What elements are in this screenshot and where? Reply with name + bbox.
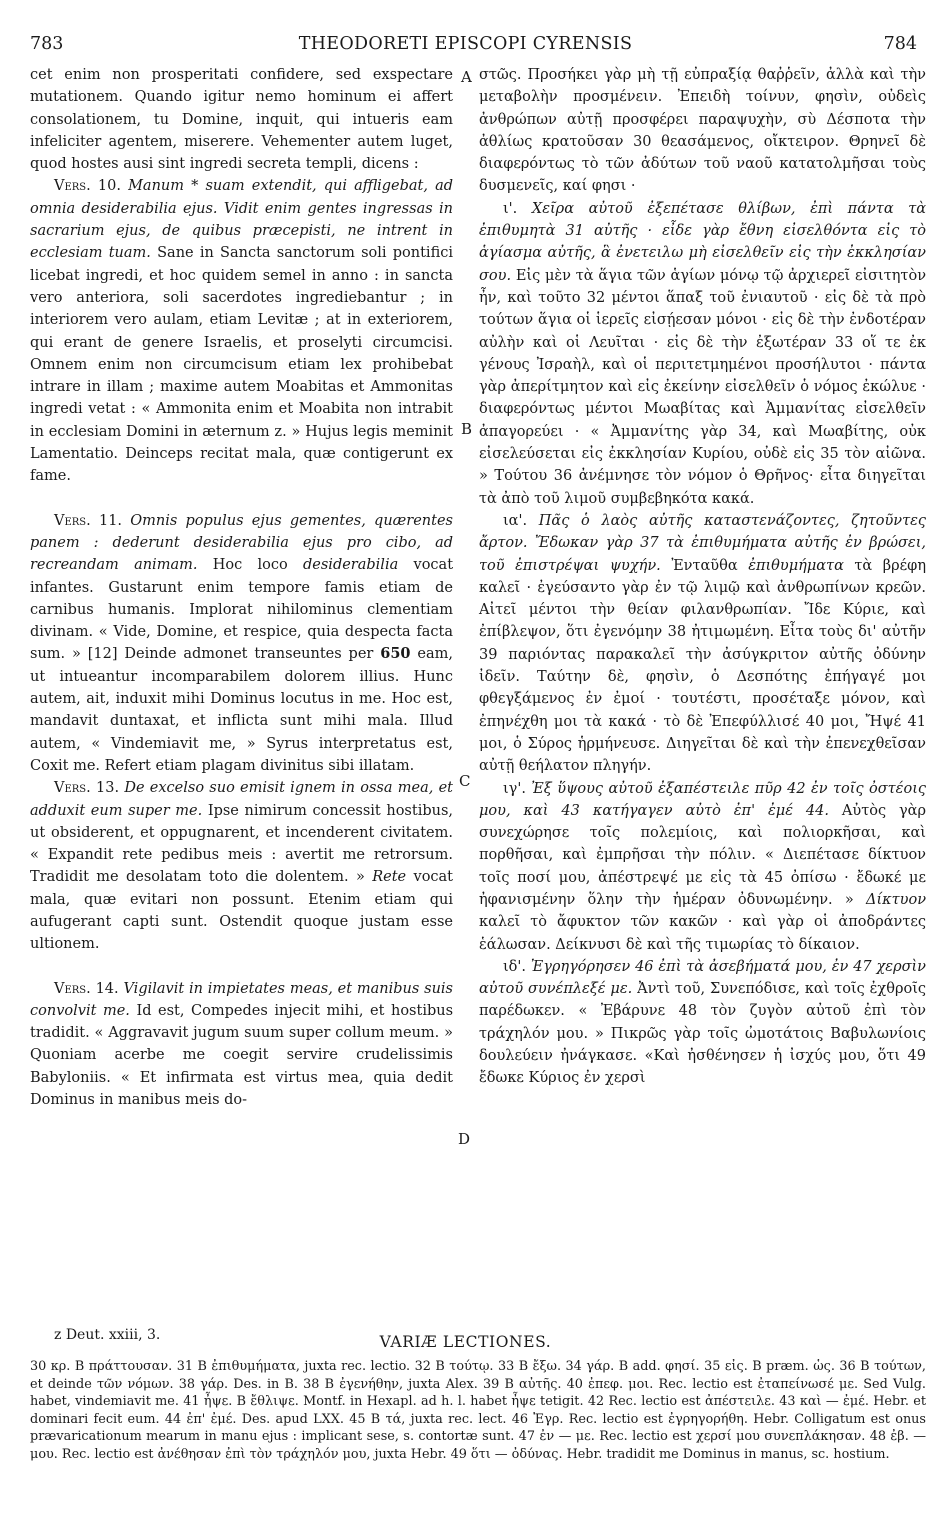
commentary-text: Ipse nimirum concessit hostibus, ut obsiderent, et oppugnarent, et incenderent civitatem. « Expandit rete pedibus meis : avertit me retrorsum. Tradidit me desolatam toto die dolentem. »: [30, 802, 454, 886]
greek-verse-11: [479, 510, 926, 778]
commentary-text: Sane in Sancta sanctorum soli pontifici licebat ingredi, et hoc quidem semel in anno : in sancta vero anteriora, soli sacerdotes ingrediebantur ; in interiorem vero aulam, etiam Levitæ ; at in exteriorem, qui erant de genere Israelis, et proselyti circumcisi. Omnem enim non circumcisum etiam lex prohibebat intrare in illam ; maxime autem Moabitas et Ammonitas ingredi vetat : « Ammonita enim et Moabita non intrabit in ecclesiam Domini in æternum z. » Hujus legis meminit Lamentatio. Deinceps recitat mala, quæ contigerunt ex fame.: [30, 245, 454, 485]
commentary-text: vocat infantes. Gustarunt enim tempore famis etiam de carnibus humanis. Implorat nihilominus clementiam divinam. « Vide, Domine, et respice, quia despecta facta sum. » [12] Deinde admonet transeuntes per: [30, 557, 454, 663]
emphasis-word: Rete: [372, 869, 407, 886]
verse-text: Πᾶς ὁ λαὸς αὐτῆς καταστενάζοντες, ζητοῦντες ἄρτον. Ἔδωκαν γὰρ 37 τὰ ἐπιθυμήματα αὐτῆς ἐν βρώσει, τοῦ ἐπιστρέψαι ψυχήν.: [479, 512, 927, 574]
latin-verse-11: [30, 510, 453, 778]
variae-lectiones-text: 30 κρ. B πράττουσαν. 31 B ἐπιθυμήματα, juxta rec. lectio. 32 B τούτῳ. 33 B ἔξω. 34 γάρ. B add. φησί. 35 εἰς. B præm. ὡς. 36 B τούτων, et deinde τῶν νόμων. 38 γάρ. Des. in B. 38 B ἐγενήθην, juxta Alex. 39 B αὐτῆς. 40 ἐπεφ. μοι. Rec. lectio est ἐταπείνωσέ με. Sed Vulg. habet, vindemiavit me. 41 ἦψε. B ἔθλιψε. Montf. in Hexapl. ad h. l. habet ἦψε tetigit. 42 Rec. lectio est ἀπέστειλε. 43 καὶ — ἐμέ. Hebr. et dominari fecit eum. 44 ἐπ' ἐμέ. Des. apud LXX. 45 B τά, juxta rec. lect. 46 Ἐγρ. Rec. lectio est ἐγρηγορήθη. Hebr. Colligatum est onus prævaricationum mearum in manu ejus : implicant sese, s. contortæ sunt. 47 ἐν — με. Rec. lectio est χερσί μου συνεπλάκησαν. 48 ἐβ. — μου. Rec. lectio est ἀνέθησαν ἐπὶ τὸν τράχηλόν μου, juxta Hebr. 49 ὅτι — ὀδύνας. Hebr. tradidit me Dominus in manus, sc. hostium.: [30, 1359, 926, 1462]
right-page-number: 784: [883, 34, 917, 54]
margin-letter-c: C: [459, 772, 471, 790]
commentary-text: Ἐνταῦθα: [671, 557, 738, 574]
verse-label: Vers. 14.: [54, 980, 119, 997]
margin-letter-d: D: [458, 1130, 471, 1148]
latin-paragraph-intro: cet enim non prosperitati confidere, sed exspectare mutationem. Quando igitur nemo hominum ei affert consolationem, tu Domine, inquit, qui intueris eam infeliciter agentem, miserere. Vehementer autem luget, quod hostes ausi sint ingredi secreta templi, dicens :: [30, 67, 453, 173]
commentary-text: καλεῖ τὸ ἄφυκτον τῶν κακῶν · καὶ γὰρ οἱ ἀποδράντες ἑάλωσαν. Δείκνυσι δὲ καὶ τῆς τιμωρίας τὸ δίκαιον.: [479, 914, 926, 953]
commentary-text: τὰ βρέφη καλεῖ · ἐγεύσαντο γὰρ ἐν τῷ λιμῷ καὶ ἀνθρωπίνων κρεῶν. Αἰτεῖ μέντοι τὴν θείαν φιλανθρωπίαν. Ἴδε Κύριε, καὶ ἐπίβλεψον, ὅτι ἐγενόμην 38 ἠτιμωμένη. Εἶτα τοὺς δι' αὐτῆν 39 παριόντας παρακαλεῖ τὴν ἀσύγκριτον αὐτῆς ὀδύνην ἰδεῖν. Ταύτην δὲ, φησὶν, ὁ Δεσπότης ἐπήγαγέ μοι φθεγξάμενος ἐν ἐμοί · τουτέστι, προσέταξε μόνον, καὶ ἐπηνέχθη μοι τὰ κακά · τὸ δὲ Ἐπεφύλλισέ 40 μοι, Ἤψέ 41 μοι, ὁ Σύρος ἡρμήνευσε. Διηγεῖται δὲ καὶ τὴν ἐπενεχθεῖσαν αὐτῇ θεήλατον πληγήν.: [479, 557, 927, 775]
verse-label: ιγ'.: [503, 780, 526, 797]
running-header: [0, 34, 931, 60]
commentary-text: vocat mala, quæ evitari non possunt. Etenim etiam qui aufugerant capti sunt. Ostendit quoque justam esse ultionem.: [30, 869, 454, 953]
running-title: THEODORETI EPISCOPI CYRENSIS: [298, 34, 633, 54]
verse-text: Omnis populus ejus gementes, quærentes panem : dederunt desiderabilia ejus pro cibo, ad recreandam animam.: [30, 512, 453, 574]
verse-text: Ἐξ ὕψους αὐτοῦ ἐξαπέστειλε πῦρ 42 ἐν τοῖς ὀστέοις μου, καὶ 43 κατήγαγεν αὐτὸ ἐπ' ἐμέ 44.: [479, 780, 927, 819]
commentary-text: eam, ut intueantur incomparabilem dolorem illius. Hunc autem, ait, induxit mihi Dominus locutus in me. Hoc est, mandavit duntaxat, et inflicta sunt mihi mala. Illud autem, « Vindemiavit me, » Syrus interpretatus est, Coxit me. Refert etiam plagam divinitus sibi illatam.: [30, 646, 454, 774]
emphasis-word: desiderabilia: [303, 557, 399, 574]
latin-column: [30, 64, 453, 1111]
greek-column: [479, 64, 926, 1090]
verse-text: Χεῖρα αὐτοῦ ἐξεπέτασε θλίβων, ἐπὶ πάντα τὰ ἐπιθυμητὰ 31 αὐτῆς · εἶδε γὰρ ἔθνη εἰσελθόντα εἰς τὸ ἁγίασμα αὐτῆς, ἃ ἐνετειλω μὴ εἰσελθεῖν εἰς τὴν ἐκκλησίαν σου.: [479, 200, 927, 284]
verse-text: De excelso suo emisit ignem in ossa mea, et adduxit eum super me.: [30, 780, 453, 819]
verse-label: Vers. 10.: [54, 178, 121, 195]
verse-label: Vers. 11.: [54, 512, 123, 529]
margin-letter-b: B: [461, 420, 473, 438]
verse-text: Manum * suam extendit, qui affligebat, ad omnia desiderabilia ejus. Vidit enim gentes ingressas in sacrarium ejus, de quibus præcepisti, ne intrent in ecclesiam tuam.: [30, 178, 453, 262]
emphasis-word: ἐπιθυμήματα: [748, 557, 844, 574]
commentary-text: Εἰς μὲν τὰ ἅγια τῶν ἁγίων μόνῳ τῷ ἀρχιερεῖ εἰσιτητὸν ἦν, καὶ τοῦτο 32 μέντοι ἅπαξ τοῦ ἐνιαυτοῦ · εἰς δὲ τὰ πρὸ τούτων ἅγια οἱ ἱερεῖς εἰσῄεσαν μόνοι · εἰς δὲ τὴν ἐνδοτέραν αὐλὴν καὶ οἱ Λευῖται · εἰς δὲ τὴν ἐξωτέραν 33 οἵ τε ἐκ γένους Ἰσραὴλ, καὶ οἱ περιτετμημένοι προσήλυτοι · πάντα γὰρ ἀπερίτμητον καὶ εἰς ἐκείνην εἰσελθεῖν ὁ νόμος ἐκώλυε · διαφερόντως μέντοι Μωαβίτας καὶ Ἀμμανίτας εἰσελθεῖν ἀπαγορεύει · « Ἀμμανίτης γὰρ 34, καὶ Μωαβίτης, οὐκ εἰσελεύσεται εἰς ἐκκλησίαν Κυρίου, οὐδὲ εἰς 35 τὸν αἰῶνα. » Τούτου 36 ἀνέμνησε τὸν νόμον ὁ Θρῆνος· εἶτα διηγεῖται τὰ ἀπὸ τοῦ λιμοῦ συμβεβηκότα κακά.: [479, 267, 927, 507]
emphasis-word: Δίκτυον: [865, 891, 927, 908]
latin-verse-10: [30, 175, 453, 487]
verse-label: ιδ'.: [503, 958, 527, 975]
greek-paragraph-intro: στῶς. Προσήκει γὰρ μὴ τῇ εὐπραξίᾳ θαῤῥεῖν, ἀλλὰ καὶ τὴν μεταβολὴν προσμένειν. Ἐπειδὴ τοίνυν, φησὶν, οὐδεὶς ἀνθρώπων αὐτῇ προσφέρει παραψυχὴν, σὺ Δέσποτα τὴν ἀθλίως κρατοῦσαν 30 θεασάμενος, οἴκτειρον. Θρηνεῖ δὲ διαφερόντως τὸ τῶν ἀδύτων τοῦ ναοῦ κατατολμῆσαι τοὺς δυσμενεῖς, καί φησι ·: [479, 67, 926, 195]
margin-letter-a: A: [461, 68, 472, 86]
latin-verse-14: [30, 978, 453, 1112]
verse-label: ι'.: [503, 200, 518, 217]
latin-verse-13: [30, 777, 453, 955]
left-page-number: 783: [30, 34, 64, 54]
greek-verse-14: [479, 956, 926, 1090]
verse-label: ια'.: [503, 512, 528, 529]
commentary-text: Ἀντὶ τοῦ, Συνεπόδισε, καὶ τοῖς ἐχθροῖς παρέδωκεν. « Ἐβάρυνε 48 τὸν ζυγὸν αὐτοῦ ἐπὶ τὸν τράχηλόν μου. » Πικρῶς γὰρ τοῖς ὠμοτάτοις Βαβυλωνίοις δουλεύειν ἠνάγκασε. «Καὶ ἠσθένησεν ἡ ἰσχύς μου, ὅτι 49 ἔδωκε Κύριος ἐν χερσὶ: [479, 981, 927, 1087]
greek-verse-10: [479, 198, 926, 510]
commentary-text: Hoc loco: [212, 557, 288, 574]
verse-label: Vers. 13.: [54, 780, 120, 797]
verse-text: Vigilavit in impietates meas, et manibus suis convolvit me.: [30, 980, 453, 1019]
verse-text: Ἐγρηγόρησεν 46 ἐπὶ τὰ ἀσεβήματά μου, ἐν 47 χερσὶν αὐτοῦ συνέπλεξέ με.: [479, 958, 926, 998]
commentary-text: Αὐτὸς γὰρ συνεχώρησε τοῖς πολεμίοις, καὶ πολιορκῆσαι, καὶ πορθῆσαι, καὶ ἐμπρῆσαι τὴν πόλιν. « Διεπέτασε δίκτυον τοῖς ποσί μου, ἀπέστρεψέ με εἰς τὰ 45 ὀπίσω · ἔδωκέ με ἠφανισμένην ὅλην τὴν ἡμέραν ὀδυνωμένην. »: [479, 802, 926, 908]
column-mark: 650: [380, 645, 411, 663]
footnote: z Deut. xxiii, 3.: [54, 1327, 161, 1343]
commentary-text: Id est, Compedes injecit mihi, et hostibus tradidit. « Aggravavit jugum suum super collum meum. » Quoniam acerbe me coegit servire crudelissimis Babyloniis. « Et infirmata est virtus mea, quia dedit Dominus in manibus meis do-: [30, 1002, 454, 1109]
variae-lectiones-heading: VARIÆ LECTIONES.: [379, 1333, 552, 1351]
greek-verse-13: [479, 778, 926, 956]
